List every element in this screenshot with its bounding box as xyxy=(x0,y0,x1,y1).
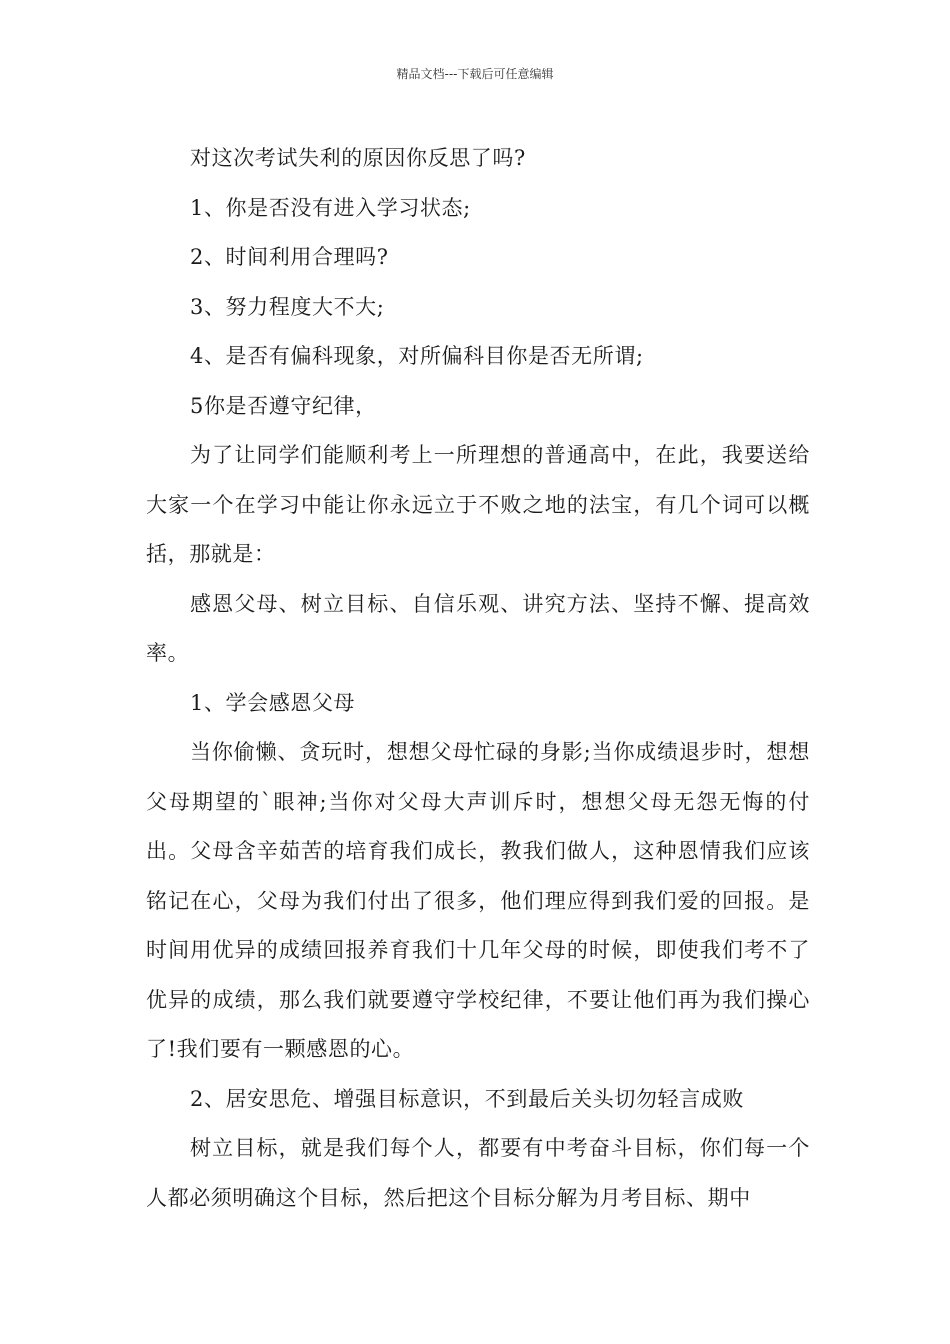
section-heading-2: 2、居安思危、增强目标意识，不到最后关头切勿轻言成败 xyxy=(190,1086,744,1111)
paragraph-item-2: 2、时间利用合理吗? xyxy=(190,245,389,269)
document-body xyxy=(146,134,810,1223)
paragraph-keywords: 感恩父母、树立目标、自信乐观、讲究方法、坚持不懈、提高效率。 xyxy=(146,591,810,665)
paragraph-item-5: 5你是否遵守纪律， xyxy=(190,393,377,418)
paragraph-gratitude: 当你偷懒、贪玩时，想想父母忙碌的身影;当你成绩退步时，想想父母期望的`眼神;当你对父母大声训斥时，想想父母无怨无悔的付出。父母含辛茹苦的培育我们成长，教我们做人，这种恩情我们应该铭记在心，父母为我们付出了很多，他们理应得到我们爱的回报。是时间用优异的成绩回报养育我们十几年父母的时候，即使我们考不了优异的成绩，那么我们就要遵守学校纪律，不要让他们再为我们操心了!我们要有一颗感恩的心。 xyxy=(146,740,810,1061)
paragraph-item-3: 3、努力程度大不大; xyxy=(190,294,385,319)
paragraph-item-1: 1、你是否没有进入学习状态; xyxy=(190,195,471,220)
paragraph-item-4: 4、是否有偏科现象，对所偏科目你是否无所谓; xyxy=(190,344,644,368)
paragraph-question: 对这次考试失利的原因你反思了吗? xyxy=(190,146,526,170)
section-heading-1: 1、学会感恩父母 xyxy=(190,690,356,715)
page-header: 精品文档---下载后可任意编辑 xyxy=(396,67,554,81)
paragraph-goals: 树立目标，就是我们每个人，都要有中考奋斗目标，你们每一个人都必须明确这个目标，然后把这个目标分解为月考目标、期中 xyxy=(146,1136,810,1210)
paragraph-intro: 为了让同学们能顺利考上一所理想的普通高中，在此，我要送给大家一个在学习中能让你永远立于不败之地的法宝，有几个词可以概括，那就是： xyxy=(146,443,810,566)
